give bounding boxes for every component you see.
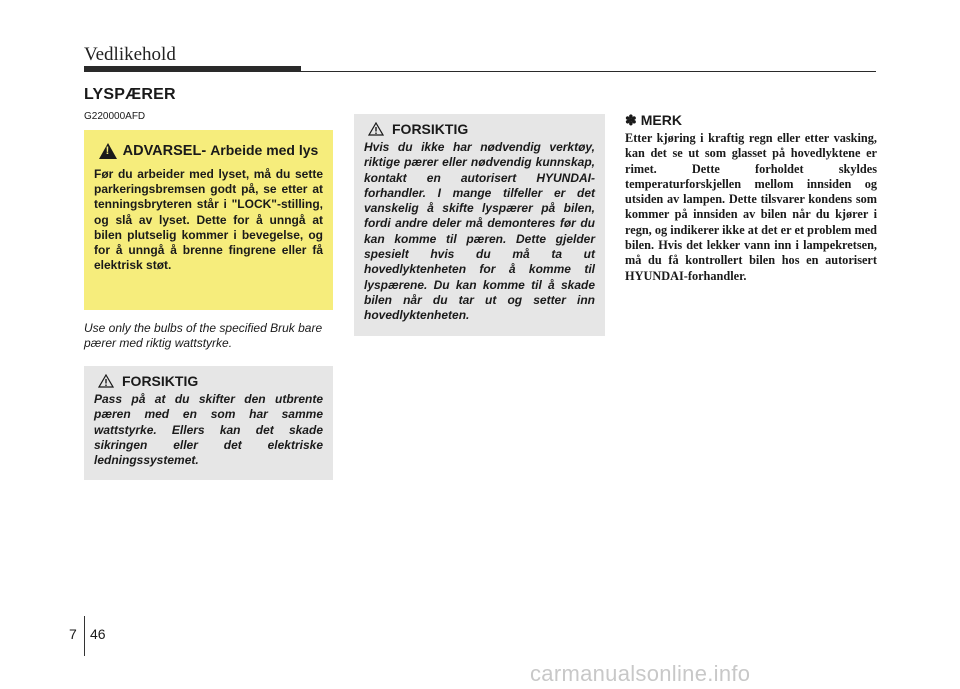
caution-box-left	[84, 366, 333, 480]
warning-title-row	[94, 142, 323, 159]
caution-head	[364, 121, 595, 137]
page-chapter: 7	[69, 626, 77, 642]
warning-box	[84, 130, 333, 310]
page-number: 46	[90, 626, 106, 642]
warning-body: Før du arbeider med lyset, må du sette parkeringsbremsen godt på, se etter at tenningsbryteren står i "LOCK"-stilling, og slå av lyset. Dette for å unngå at bilen plutselig kommer i bevegelse, og for å unngå å brenne fingrene eller få elektrisk støt.	[94, 167, 323, 273]
caution-head	[94, 373, 323, 389]
caution-body: Hvis du ikke har nødvendig verktøy, riktige pærer eller nødvendig kunnskap, kontakt en autorisert HYUNDAI-forhandler. I mange tilfeller er det vanskelig å skifte lyspærer på bilen, fordi andre deler må demonteres før du kan komme til pæren. Dette gjelder spesielt hvis du må ta ut hovedlyktenheten for å komme til lyspærene. Du kan komme til å skade bilen når du tar ut og setter inn hovedlyktenheten.	[364, 140, 595, 323]
caution-body: Pass på at du skifter den utbrente pæren med en som har samme wattstyrke. Ellers kan det skade sikringen eller det elektriske ledningssystemet.	[94, 392, 323, 468]
section-header: Vedlikehold	[84, 44, 176, 65]
warning-sublabel: Arbeide med lys	[210, 142, 319, 158]
section-code: G220000AFD	[84, 111, 146, 122]
note-title-text: MERK	[640, 112, 682, 128]
note-title	[625, 112, 682, 129]
header-rule	[84, 71, 876, 72]
caution-box-middle	[354, 114, 605, 336]
caution-title: FORSIKTIG	[392, 121, 469, 137]
warning-label: ADVARSEL-	[122, 143, 207, 159]
note-body: Etter kjøring i kraftig regn eller etter vasking, kan det se ut som glasset på hovedlyktene er rimet. Dette forholdet skyldes temperaturforskjellen mellom innsiden og utsiden av lampen. Dette tilsvarer kondens som kommer på innsiden av bilen når du kjører i regn, og indikerer ikke at det er et problem med bilen. Hvis det lekker vann inn i lampekretsen, må du få kontrollert bilen hos en autorisert HYUNDAI-forhandler.	[625, 131, 877, 283]
note-star-icon: ✽	[625, 112, 637, 128]
section-title: LYSPÆRER	[84, 86, 176, 103]
footer-rule	[84, 616, 85, 656]
watermark: carmanualsonline.info	[530, 661, 751, 686]
warning-triangle-icon: !	[99, 143, 117, 159]
caution-triangle-icon	[368, 122, 384, 136]
warning-title	[123, 142, 319, 159]
caution-triangle-icon	[98, 374, 114, 388]
caution-title: FORSIKTIG	[122, 373, 199, 389]
bulb-spec-note: Use only the bulbs of the specified Bruk bare pærer med riktig wattstyrke.	[84, 321, 323, 350]
